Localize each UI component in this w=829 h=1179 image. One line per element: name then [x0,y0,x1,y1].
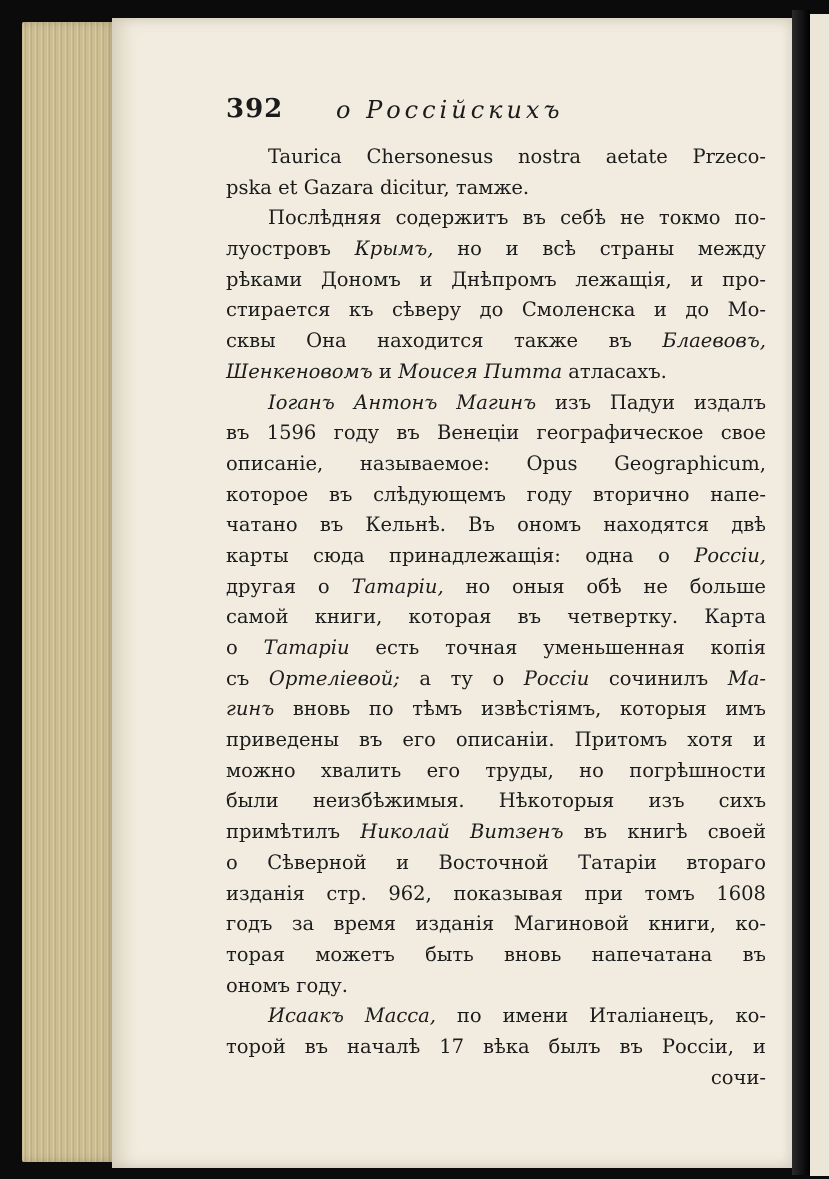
page-number: 392 [226,94,284,124]
word: содержитъ [395,206,509,230]
word: Николай [360,820,450,844]
word: изданія [415,912,495,936]
word: въ [328,482,353,506]
text-line [226,203,766,234]
word: но [579,758,604,782]
word: луостровъ [226,237,331,261]
word: больше [689,574,766,598]
word: году [526,482,573,506]
word: Послѣдняя [268,206,382,230]
word: про- [722,267,766,291]
word: вѣка [483,1034,530,1058]
word: хотя [687,728,734,752]
word: Венеціи [437,421,520,445]
word: Магиновой [513,912,629,936]
word: ту [450,666,473,690]
word: Шенкеновомъ [226,359,373,383]
word: описаніе, [226,451,324,475]
text-line [226,786,766,817]
word: Блаевовъ, [662,329,766,353]
word: труды, [485,758,554,782]
word: до [685,298,710,322]
word: всѣ [542,237,577,261]
word: чатано [226,513,298,537]
word: Дономъ [320,267,401,291]
word: втораго [686,850,766,874]
text-line [226,541,766,572]
word: и [753,728,766,752]
word: въ [742,942,766,966]
text-line [226,142,766,173]
word: быть [425,942,474,966]
word: можно [226,758,296,782]
word: за [291,912,315,936]
word: Притомъ [574,728,668,752]
word: которыя [619,697,707,721]
text-line [226,694,766,725]
text-line [226,449,766,480]
word: оныя [512,574,565,598]
text-line [226,756,766,787]
body-text [226,142,766,1093]
text-line [226,572,766,603]
word: pska [226,175,272,199]
text-line [226,879,766,910]
word: былъ [548,1034,601,1058]
word: вторично [592,482,690,506]
word: въ [319,513,344,537]
word: примѣтилъ [226,820,340,844]
word: рѣками [226,267,303,291]
word: и [396,850,410,874]
word: показывая [453,881,563,905]
text-line [226,295,766,326]
word: находятся [603,513,710,537]
text-line [226,633,766,664]
word: въ [396,421,420,445]
word: другая [226,574,297,598]
word: атласахъ. [568,359,667,383]
word: хвалить [320,758,402,782]
text-line [226,817,766,848]
word: Россіи, [694,543,766,567]
word: и [378,359,392,383]
word: есть [375,636,420,659]
word: торая [226,942,285,966]
word: напе- [710,482,766,506]
text-line [226,1063,766,1094]
word: сюда [313,543,365,567]
word: можетъ [315,942,395,966]
word: въ [517,605,542,629]
word: Моисея [398,359,478,383]
word: извѣстіямъ, [480,697,602,721]
word: которое [226,482,309,506]
word: которая [408,605,492,629]
word: его [402,728,436,752]
word: себѣ [560,206,607,230]
word: къ [348,298,374,322]
word: Въ [468,513,495,537]
word: 17 [439,1034,465,1058]
word: а [419,666,432,690]
text-line [226,848,766,879]
word: началѣ [347,1034,421,1058]
word: въ [359,728,383,752]
word: Магинъ [456,390,537,414]
word: Россіи, [661,1034,734,1058]
word: были [226,789,279,813]
word: издалъ [693,390,766,414]
text-line [226,418,766,449]
word: въ [522,206,546,230]
word: ономъ [226,973,291,997]
word: книги, [648,912,716,936]
word: съ [226,666,250,690]
text-line [226,725,766,756]
word: Смоленска [521,298,636,322]
word: Нѣкоторыя [498,789,615,813]
word: ко- [735,912,766,936]
word: книги, [314,605,383,629]
word: въ [304,1034,329,1058]
text-line [226,1001,766,1032]
word: географическое [536,421,704,445]
word: имени [502,1004,569,1028]
word: сочинилъ [608,666,709,690]
word: торой [226,1034,286,1058]
word: точная [445,636,518,659]
word: и [653,298,667,322]
page-header [226,94,746,134]
text-line [226,388,766,419]
word: вновь [292,697,351,721]
word: книгѣ [627,820,688,844]
word: Chersonesus [366,145,494,168]
word: время [333,912,396,936]
page-edges [22,22,118,1162]
word: и [419,267,433,291]
word: по- [734,206,766,230]
word: изданія [226,881,305,905]
word: токмо [658,206,721,230]
word: тѣмъ [412,697,463,721]
word: стирается [226,298,331,322]
text-line [226,326,766,357]
word: при [584,881,624,905]
word: 1596 [266,421,317,445]
word: Питта [483,359,563,383]
word: Татаріи, [351,574,444,598]
word: не [620,206,645,230]
word: одна [585,543,634,567]
word: копія [710,636,766,659]
word: 1608 [716,881,766,905]
word: не [643,574,668,598]
text-line [226,510,766,541]
word: dicitur, [380,175,450,199]
text-line [226,480,766,511]
facing-page-edge [810,14,829,1176]
word: о [226,636,238,659]
text-line [226,234,766,265]
text-line [226,1032,766,1063]
word: страны [599,237,675,261]
word: его [426,758,461,782]
word: Падуи [609,390,676,414]
text-line [226,909,766,940]
word: четвертку. [567,605,679,629]
word: самой [226,605,289,629]
word: по [368,697,394,721]
word: Карта [704,605,766,629]
word: карты [226,543,289,567]
word: Восточной [438,850,549,874]
word: Мо- [727,298,766,322]
word: et [278,175,298,199]
word: находится [377,329,484,353]
word: Россіи [523,666,590,690]
text-line [226,265,766,296]
text-line [226,940,766,971]
word: въ [583,820,608,844]
word: Витзенъ [470,820,564,844]
word: въ [226,421,250,445]
word: о [492,666,505,690]
text-line [226,664,766,695]
word: сихъ [718,789,766,813]
word: о [658,543,670,567]
word: вновь [504,942,562,966]
word: сочи- [710,1065,766,1089]
word: Сѣверной [267,850,367,874]
word: сѣверу [391,298,462,322]
word: и [505,237,519,261]
word: уменьшенная [543,636,685,659]
word: между [697,237,766,261]
word: aetate [605,145,668,168]
word: но [457,237,482,261]
word: Италіанецъ, [589,1004,715,1028]
word: томъ [644,881,695,905]
text-line [226,173,766,204]
word: имъ [725,697,766,721]
word: году [333,421,380,445]
word: и [690,267,704,291]
word: въ [608,329,632,353]
word: двѣ [731,513,766,537]
word: Taurica [268,145,342,168]
word: погрѣшности [629,758,766,782]
word: Антонъ [353,390,438,414]
word: гинъ [226,697,275,721]
word: до [479,298,504,322]
word: также [514,329,579,353]
word: лежащія, [575,267,672,291]
word: неизбѣжимыя. [312,789,465,813]
word: Ма- [727,666,766,690]
word: 962, [388,881,432,905]
word: Geographicum, [614,451,766,475]
word: по [456,1004,482,1028]
word: приведены [226,728,340,752]
word: сквы [226,329,276,353]
word: но [465,574,491,598]
word: Przeco- [692,145,766,168]
word: напечатана [591,942,713,966]
word: Ортеліевой; [268,666,400,690]
word: Она [306,329,347,353]
word: Днѣпромъ [451,267,557,291]
word: слѣдующемъ [373,482,506,506]
word: изъ [554,390,592,414]
word: о [226,850,238,874]
word: о [317,574,330,598]
word: и [752,1034,766,1058]
word: принадлежащія: [389,543,561,567]
word: Исаакъ [268,1004,344,1028]
word: въ [619,1034,643,1058]
word: ономъ [517,513,582,537]
word: Татаріи [263,636,350,659]
word: Opus [526,451,578,475]
word: своей [707,820,766,844]
word: году. [296,973,348,997]
word: Кельнѣ. [365,513,446,537]
word: nostra [517,145,582,168]
word: изъ [648,789,685,813]
text-line [226,602,766,633]
word: ко- [735,1004,766,1028]
word: обѣ [586,574,622,598]
gutter-shadow [792,10,810,1175]
word: описаніи. [455,728,555,752]
word: Татаріи [578,850,657,874]
word: стр. [326,881,367,905]
word: годъ [226,912,273,936]
word: называемое: [359,451,490,475]
running-title: о Россійскихъ [336,96,564,124]
word: тамже. [455,175,530,199]
word: Іоганъ [268,390,335,414]
text-line [226,357,766,388]
word: свое [720,421,766,445]
word: Gazara [303,175,374,199]
word: Крымъ, [354,237,434,261]
text-line [226,971,766,1002]
word: Масса, [364,1004,436,1028]
